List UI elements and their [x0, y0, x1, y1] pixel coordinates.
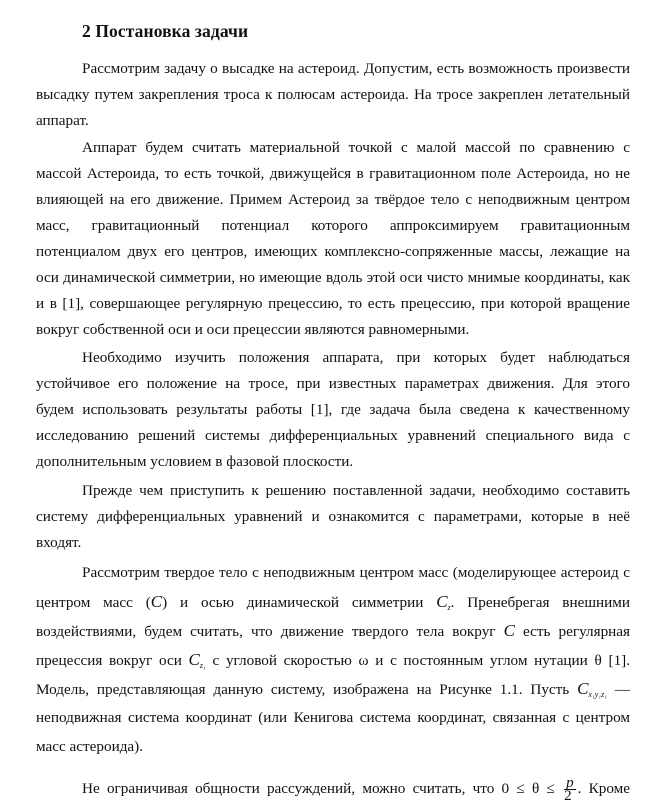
text-line: [36, 674, 630, 703]
text-fragment: есть регулярная: [523, 623, 631, 640]
text-line: систему дифференциальных уравнений и ознакомится с параметрами, которые в неё: [36, 508, 630, 525]
math-subscript: z: [447, 603, 451, 612]
text-line: Аппарат будем считать материальной точкой с малой массой по сравнению с: [82, 139, 630, 156]
text-fragment: центром масс: [36, 594, 133, 611]
math-symbol: C: [577, 679, 589, 698]
text-line: [36, 616, 630, 645]
paragraph-2: [36, 135, 630, 343]
text-line: центром масс (C) и осью динамической симметрии $C_z$. Пренебрегая внешними: [36, 592, 631, 612]
fraction-numerator: p: [566, 775, 574, 792]
text-fragment: . Кроме: [577, 780, 631, 797]
math-subscript: z₁: [199, 661, 206, 670]
text-line: Рассмотрим задачу о высадке на астероид. Допустим, есть возможность произвести: [82, 60, 630, 77]
text-line: потенциалом двух его центров, имеющих комплексно-сопряженные массы, лежащие на: [36, 243, 630, 260]
paragraph-4: [36, 478, 630, 556]
math-subscript: x₁y₁z₁: [588, 690, 607, 699]
math-symbol: C: [188, 650, 200, 669]
text-fragment: Не ограничивая общности рассуждений, можно считать, что 0 ≤ θ ≤: [82, 780, 555, 797]
text-fragment: —: [614, 681, 630, 698]
text-line: Необходимо изучить положения аппарата, при которых будет наблюдаться: [82, 349, 630, 366]
text-line: оси динамической симметрии, но имеющие вдоль этой оси чисто мнимые координаты, как: [36, 269, 630, 286]
text-line: исследованию решений системы дифференциальных уравнений специального вида с: [36, 427, 630, 444]
text-line: вокруг собственной оси и оси прецессии являются равномерными.: [36, 321, 470, 338]
text-line: [36, 645, 630, 674]
text-line: масс астероида).: [36, 738, 144, 755]
text-fragment: ) и осью динамической симметрии: [162, 594, 424, 611]
math-symbol: C: [503, 621, 515, 640]
text-fragment: Модель, представляющая данную систему, изображена на Рисунке 1.1. Пусть: [36, 681, 570, 698]
text-fragment: воздействиями, будем считать, что движение твердого тела вокруг: [36, 623, 496, 640]
text-line: высадку путем закрепления троса к полюсам астероида. На тросе закреплен летательный: [36, 86, 630, 103]
paragraph-1: [36, 56, 630, 134]
text-line: будем использовать результаты работы [1], где задача была сведена к качественному: [36, 401, 630, 418]
text-line: аппарат.: [36, 112, 89, 129]
text-line: и в [1], совершающее регулярную прецессию, то есть прецессию, при которой вращение: [36, 295, 630, 312]
text-fragment: . Пренебрегая внешними: [450, 594, 631, 611]
text-line: [36, 774, 630, 804]
text-line: дополнительным условием в фазовой плоскости.: [36, 453, 354, 470]
text-line: масс, гравитационный потенциал которого аппроксимируем гравитационным: [36, 217, 630, 234]
text-line: устойчивое его положение на тросе, при известных параметрах движения. Для этого: [36, 375, 630, 392]
fraction: [564, 775, 576, 805]
text-line: Прежде чем приступить к решению поставленной задачи, необходимо составить: [82, 482, 630, 499]
text-fragment: прецессия вокруг оси: [36, 652, 182, 669]
paragraph-3: [36, 345, 630, 475]
math-symbol: C: [150, 592, 163, 611]
section-heading: 2 Постановка задачи: [82, 21, 249, 41]
text-line: влияющей на его движение. Примем Астероид за твёрдое тело с неподвижным центром: [36, 191, 630, 208]
text-line: неподвижная система координат (или Кенигова система координат, связанная с центром: [36, 709, 630, 726]
paragraph-6: [36, 774, 630, 804]
paragraph-5: [36, 558, 630, 761]
math-symbol: C: [436, 592, 448, 611]
text-line: Рассмотрим твердое тело с неподвижным центром масс (моделирующее астероид с: [82, 564, 630, 581]
text-line: входят.: [36, 534, 82, 551]
text-line: массой Астероида, то есть точкой, движущейся в гравитационном поле Астероида, но не: [36, 165, 630, 182]
text-fragment: с угловой скоростью ω и с постоянным углом нутации θ [1].: [212, 652, 631, 669]
fraction-denominator: 2: [564, 788, 572, 805]
